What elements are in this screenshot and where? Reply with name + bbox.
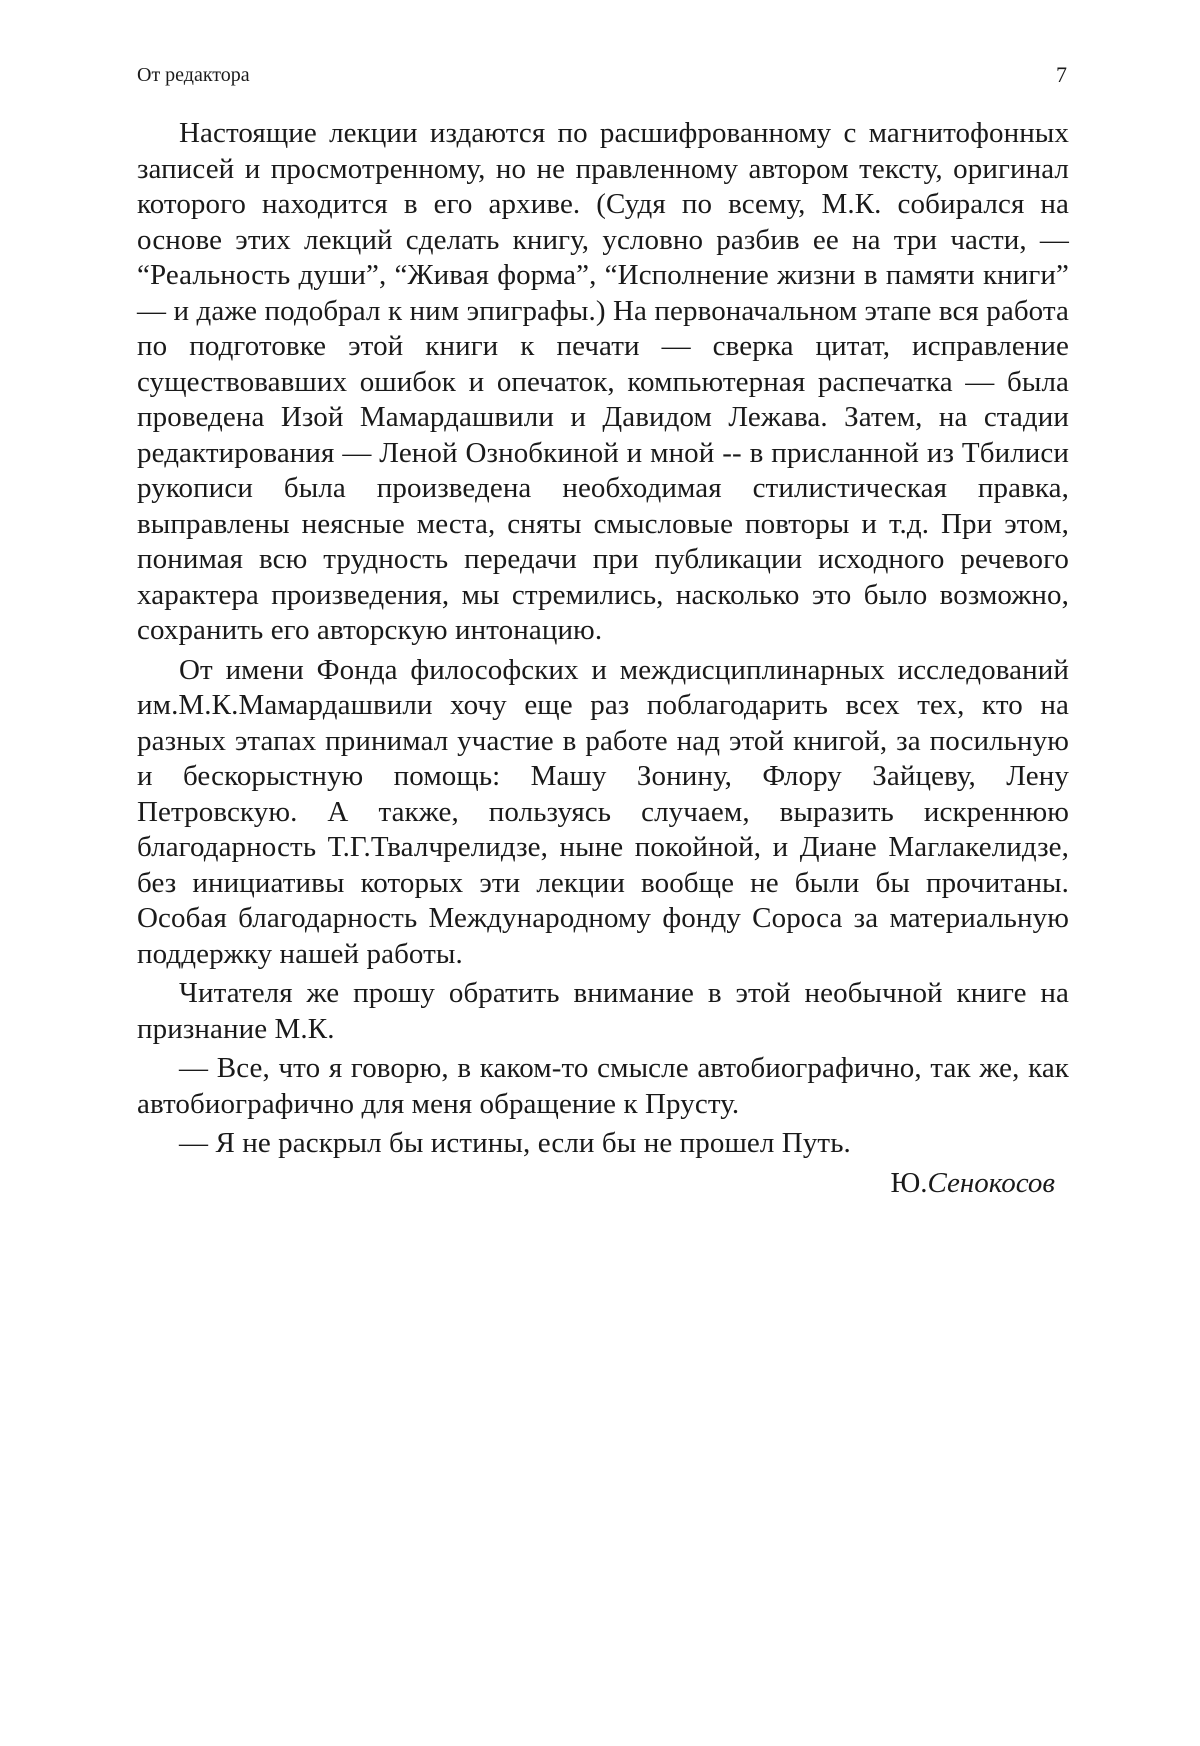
body-text (137, 116, 1069, 1201)
signature-initials: Ю. (890, 1166, 928, 1199)
signature-surname: Сенокосов (927, 1166, 1055, 1199)
editor-signature (137, 1166, 1069, 1202)
running-head (137, 62, 1067, 92)
page-number: 7 (1056, 62, 1067, 87)
running-title: От редактора (137, 64, 250, 86)
paragraph-quote-autobiographical: — Все, что я говорю, в каком-то смысле автобиографично, так же, как автобиографично для меня обращение к Прусту. (137, 1052, 1069, 1120)
paragraph-quote-path: — Я не раскрыл бы истины, если бы не прошел Путь. (179, 1127, 851, 1159)
paragraph-acknowledgements: От имени Фонда философских и междисциплинарных исследований им.М.К.Мамардашвили хочу еще раз поблагодарить всех тех, кто на разных этапах принимал участие в работе над этой книгой, за посильную и бескорыстную помощь: Машу Зонину, Флору Зайцеву, Лену Петровскую. А также, пользуясь случаем, выразить искреннюю благодарность Т.Г.Твалчрелидзе, ныне покойной, и Диане Маглакелидзе, без инициативы которых эти лекции вообще не были бы прочитаны. Особая благодарность Международному фонду Сороса за материальную поддержку нашей работы. (137, 653, 1069, 970)
paragraph-reader-note: Читателя же прошу обратить внимание в этой необычной книге на признание М.К. (137, 977, 1069, 1045)
paragraph-publication-note: Настоящие лекции издаются по расшифрованному с магнитофонных записей и просмотренному, но не правленному автором тексту, оригинал которого находится в его архиве. (Судя по всему, М.К. собирался на основе этих лекций сделать книгу, условно разбив ее на три части, — “Реальность души”, “Живая форма”, “Исполнение жизни в памяти книги” — и даже подобрал к ним эпиграфы.) На первоначальном этапе вся работа по подготовке этой книги к печати — сверка цитат, исправление существовавших ошибок и опечаток, компьютерная распечатка — была проведена Изой Мамардашвили и Давидом Лежава. Затем, на стадии редактирования — Леной Ознобкиной и мной -- в присланной из Тбилиси рукописи была произведена необходимая стилистическая правка, выправлены неясные места, сняты смысловые повторы и т.д. При этом, понимая всю трудность передачи при публикации исходного речевого характера произведения, мы стремились, насколько это было возможно, сохранить его авторскую интонацию. (137, 117, 1069, 646)
